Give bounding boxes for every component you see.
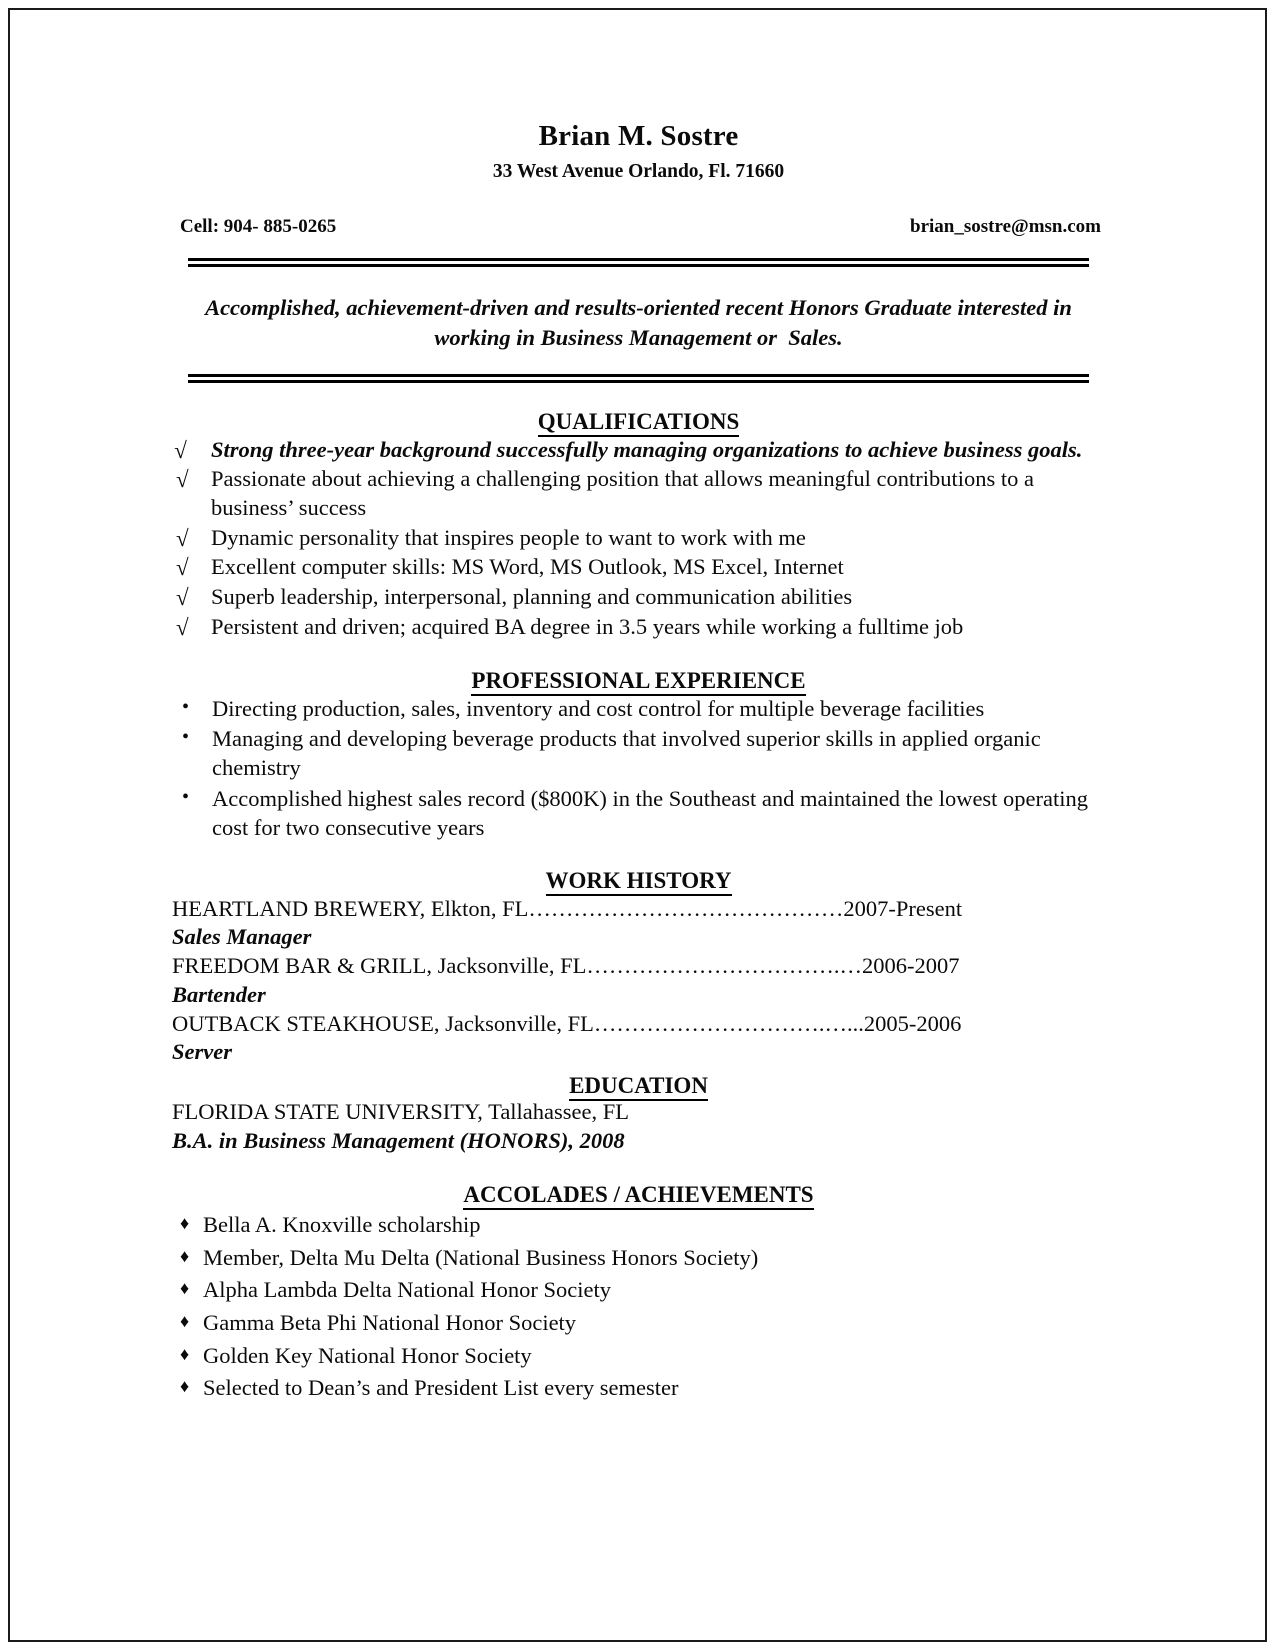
job-title: Bartender xyxy=(172,981,266,1007)
dot-leader: …………………………….… xyxy=(586,953,862,979)
list-item-text: Dynamic personality that inspires people to want to work with me xyxy=(211,524,806,550)
job-title: Sales Manager xyxy=(172,923,312,949)
divider-rule-top xyxy=(188,258,1089,267)
dot-leader: ………………………….…... xyxy=(593,1010,864,1036)
list-item-text: Superb leadership, interpersonal, planning and communication abilities xyxy=(211,584,853,610)
candidate-email: brian_sostre@msn.com xyxy=(910,216,1101,238)
professional-experience-list xyxy=(172,695,1105,842)
diamond-icon: ♦ xyxy=(180,1278,190,1299)
list-item-text: Selected to Dean’s and President List every semester xyxy=(203,1375,679,1401)
list-item-text: Member, Delta Mu Delta (National Business Honors Society) xyxy=(203,1244,759,1270)
list-item xyxy=(172,785,1105,842)
section-heading-work-history: WORK HISTORY xyxy=(172,868,1105,893)
section-heading-education: EDUCATION xyxy=(172,1073,1105,1098)
divider-rule-bottom xyxy=(188,374,1089,383)
list-item-text: Bella A. Knoxville scholarship xyxy=(203,1211,481,1237)
work-history-row xyxy=(172,1010,1105,1038)
candidate-phone: Cell: 904- 885-0265 xyxy=(180,216,337,238)
accolades-list xyxy=(172,1211,1105,1403)
employer-name: OUTBACK STEAKHOUSE, Jacksonville, FL xyxy=(172,1010,594,1036)
list-item-text: Managing and developing beverage products that involved superior skills in applied organic chemistry xyxy=(212,726,1041,781)
check-icon: √ xyxy=(174,437,187,463)
list-item-text: Directing production, sales, inventory and cost control for multiple beverage facilities xyxy=(212,695,985,721)
list-item xyxy=(172,465,1105,522)
list-item xyxy=(172,436,1105,465)
job-title: Server xyxy=(172,1039,232,1065)
diamond-icon: ♦ xyxy=(180,1212,190,1233)
employment-dates: 2006-2007 xyxy=(862,953,960,979)
section-heading-accolades: ACCOLADES / ACHIEVEMENTS xyxy=(172,1182,1105,1207)
list-item-text: Alpha Lambda Delta National Honor Society xyxy=(203,1277,612,1303)
list-item xyxy=(172,695,1105,724)
resume-objective: Accomplished, achievement-driven and results-oriented recent Honors Graduate interested in working in Business Management or Sales. xyxy=(205,295,1078,350)
section-heading-professional-experience: PROFESSIONAL EXPERIENCE xyxy=(172,668,1105,693)
list-item xyxy=(172,1309,1105,1338)
check-icon: √ xyxy=(176,467,189,493)
bullet-dot-icon: • xyxy=(182,726,190,749)
contact-row xyxy=(172,216,1105,238)
list-item-text: Excellent computer skills: MS Word, MS Outlook, MS Excel, Internet xyxy=(211,554,844,580)
list-item-text: Persistent and driven; acquired BA degree in 3.5 years while working a fulltime job xyxy=(211,613,964,639)
diamond-icon: ♦ xyxy=(180,1376,190,1397)
qualifications-list xyxy=(172,436,1105,642)
check-icon: √ xyxy=(176,525,189,551)
bullet-dot-icon: • xyxy=(182,785,190,808)
dot-leader: …………………………………… xyxy=(528,895,844,921)
check-icon: √ xyxy=(176,555,189,581)
list-item-text: Accomplished highest sales record ($800K) in the Southeast and maintained the lowest operating cost for two consecutive years xyxy=(212,785,1089,840)
list-item xyxy=(172,524,1105,553)
list-item xyxy=(172,1374,1105,1403)
list-item-text: Gamma Beta Phi National Honor Society xyxy=(203,1309,577,1335)
check-icon: √ xyxy=(176,585,189,611)
diamond-icon: ♦ xyxy=(180,1245,190,1266)
list-item-text: Strong three-year background successfully managing organizations to achieve business goals. xyxy=(211,436,1083,462)
employment-dates: 2007-Present xyxy=(843,895,963,921)
employer-name: HEARTLAND BREWERY, Elkton, FL xyxy=(172,895,529,921)
candidate-address: 33 West Avenue Orlando, Fl. 71660 xyxy=(492,160,785,182)
bullet-dot-icon: • xyxy=(182,695,190,718)
list-item xyxy=(172,553,1105,582)
list-item xyxy=(172,1276,1105,1305)
list-item xyxy=(172,725,1105,782)
candidate-name: Brian M. Sostre xyxy=(538,120,739,152)
work-history-list xyxy=(172,895,1105,1067)
list-item xyxy=(172,1342,1105,1371)
list-item-text: Golden Key National Honor Society xyxy=(203,1342,532,1368)
list-item xyxy=(172,583,1105,612)
work-history-row xyxy=(172,895,1105,923)
list-item xyxy=(172,1211,1105,1240)
employment-dates: 2005-2006 xyxy=(863,1010,962,1036)
education-degree: B.A. in Business Management (HONORS), 2008 xyxy=(172,1128,625,1154)
list-item xyxy=(172,613,1105,642)
list-item-text: Passionate about achieving a challenging position that allows meaningful contributions to a business’ success xyxy=(211,466,1034,521)
education-school: FLORIDA STATE UNIVERSITY, Tallahassee, FL xyxy=(172,1098,630,1124)
diamond-icon: ♦ xyxy=(180,1310,190,1331)
resume-header xyxy=(172,120,1105,238)
diamond-icon: ♦ xyxy=(180,1343,190,1364)
work-history-row xyxy=(172,952,1105,980)
employer-name: FREEDOM BAR & GRILL, Jacksonville, FL xyxy=(172,953,587,979)
list-item xyxy=(172,1244,1105,1273)
section-heading-qualifications: QUALIFICATIONS xyxy=(172,409,1105,434)
check-icon: √ xyxy=(176,614,189,640)
